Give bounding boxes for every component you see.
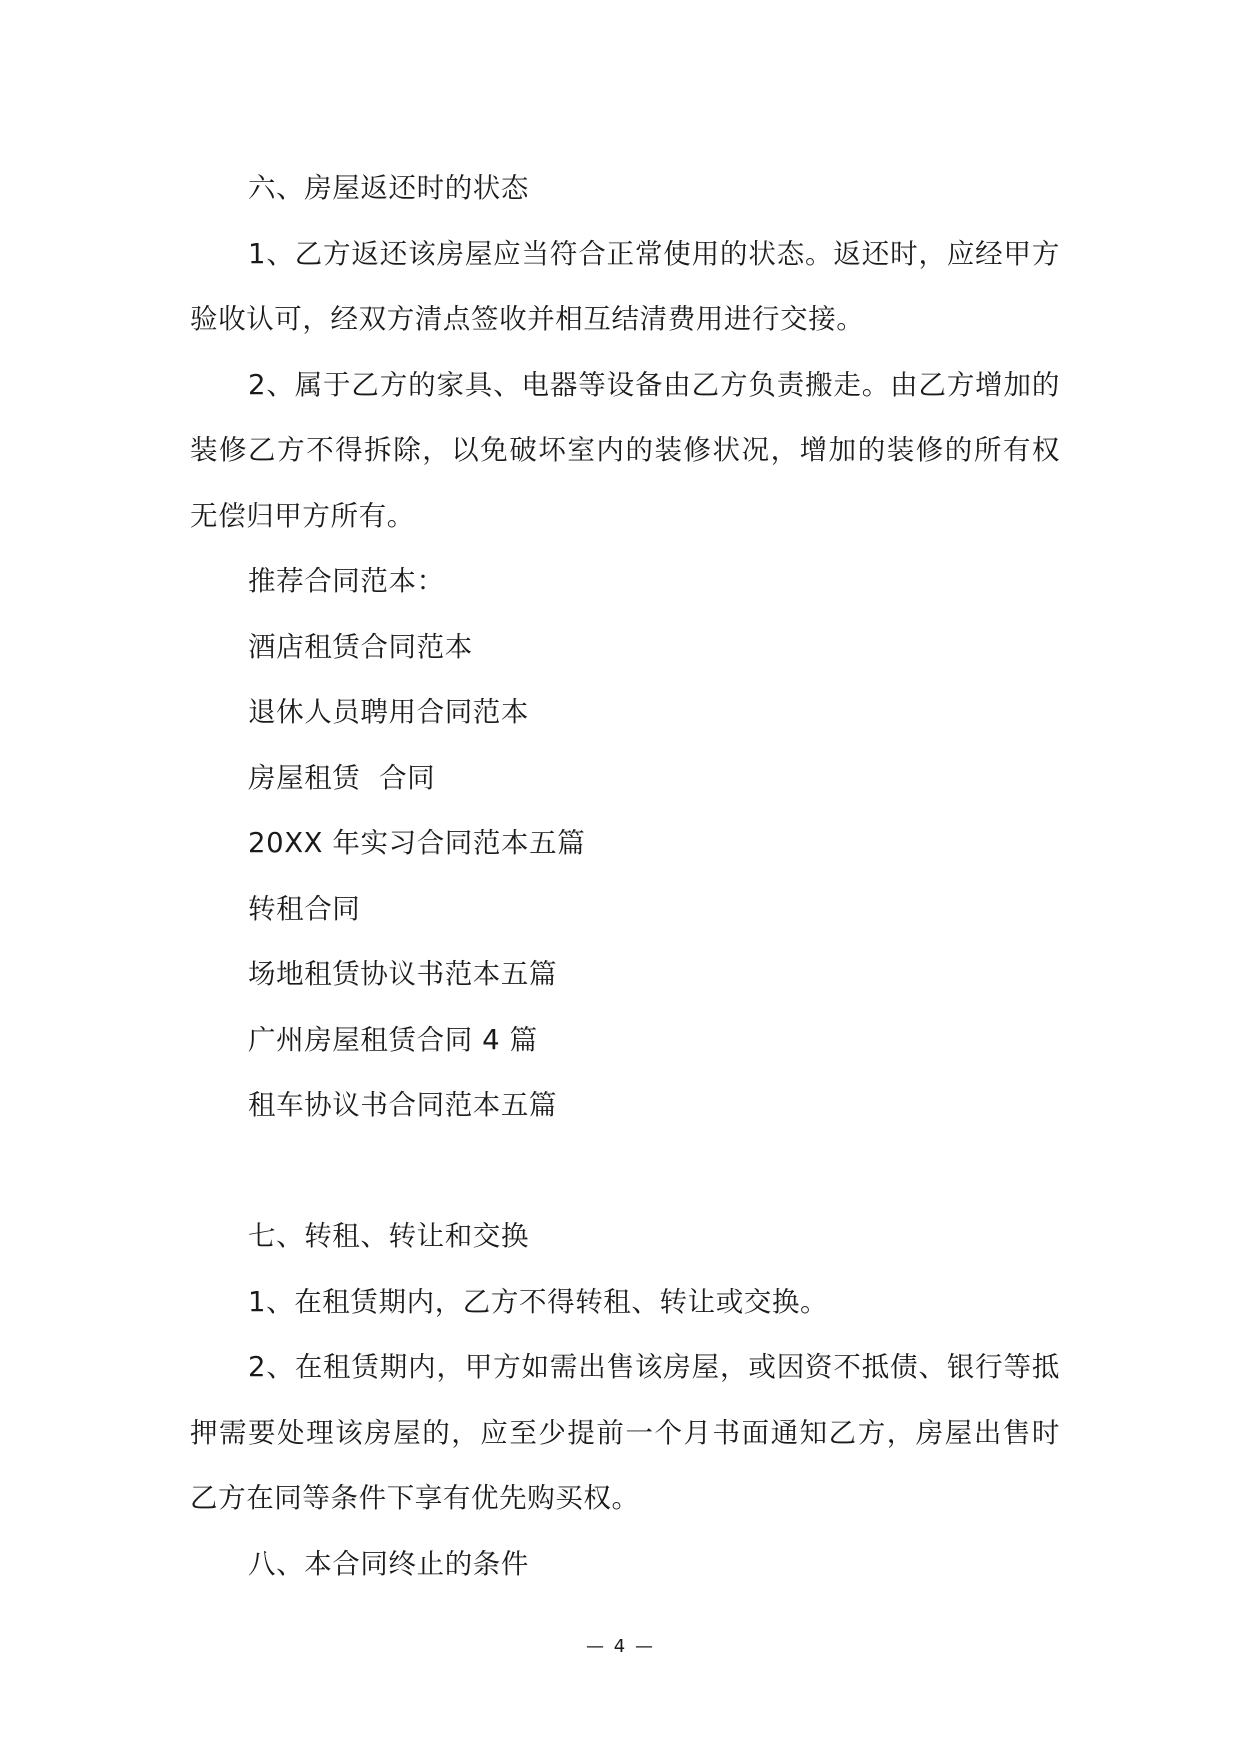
recommend-link-car-rental[interactable]: 租车协议书合同范本五篇	[248, 1089, 558, 1121]
section-7-heading: 七、转租、转让和交换	[248, 1220, 529, 1252]
section-8-heading: 八、本合同终止的条件	[248, 1547, 529, 1580]
recommend-link-internship[interactable]: 20XX 年实习合同范本五篇	[248, 827, 586, 859]
page-number: — 4 —	[586, 1636, 655, 1657]
recommend-link-sublease[interactable]: 转租合同	[248, 892, 361, 925]
section-6-heading: 六、房屋返还时的状态	[248, 172, 529, 204]
blank-line	[190, 1139, 1060, 1205]
document-body	[190, 156, 1060, 1597]
recommend-link-retiree-employment[interactable]: 退休人员聘用合同范本	[248, 696, 529, 728]
recommend-link-venue-lease[interactable]: 场地租赁协议书范本五篇	[248, 958, 558, 990]
section-6-clause-1: 1、乙方返还该房屋应当符合正常使用的状态。返还时，应经甲方验收认可，经双方清点签收并相互结清费用进行交接。	[190, 237, 1060, 335]
recommend-link-house-lease[interactable]: 房屋租赁 合同	[248, 761, 436, 794]
recommend-label: 推荐合同范本：	[248, 565, 445, 597]
section-7-clause-2: 2、在租赁期内，甲方如需出售该房屋，或因资不抵债、银行等抵押需要处理该房屋的，应至少提前一个月书面通知乙方，房屋出售时乙方在同等条件下享有优先购买权。	[190, 1351, 1060, 1514]
section-6-clause-2: 2、属于乙方的家具、电器等设备由乙方负责搬走。由乙方增加的装修乙方不得拆除，以免破坏室内的装修状况，增加的装修的所有权无偿归甲方所有。	[190, 368, 1060, 532]
recommend-link-hotel-lease[interactable]: 酒店租赁合同范本	[248, 630, 473, 663]
recommend-link-guangzhou-lease[interactable]: 广州房屋租赁合同 4 篇	[248, 1023, 538, 1056]
section-7-clause-1: 1、在租赁期内，乙方不得转租、转让或交换。	[248, 1285, 829, 1318]
